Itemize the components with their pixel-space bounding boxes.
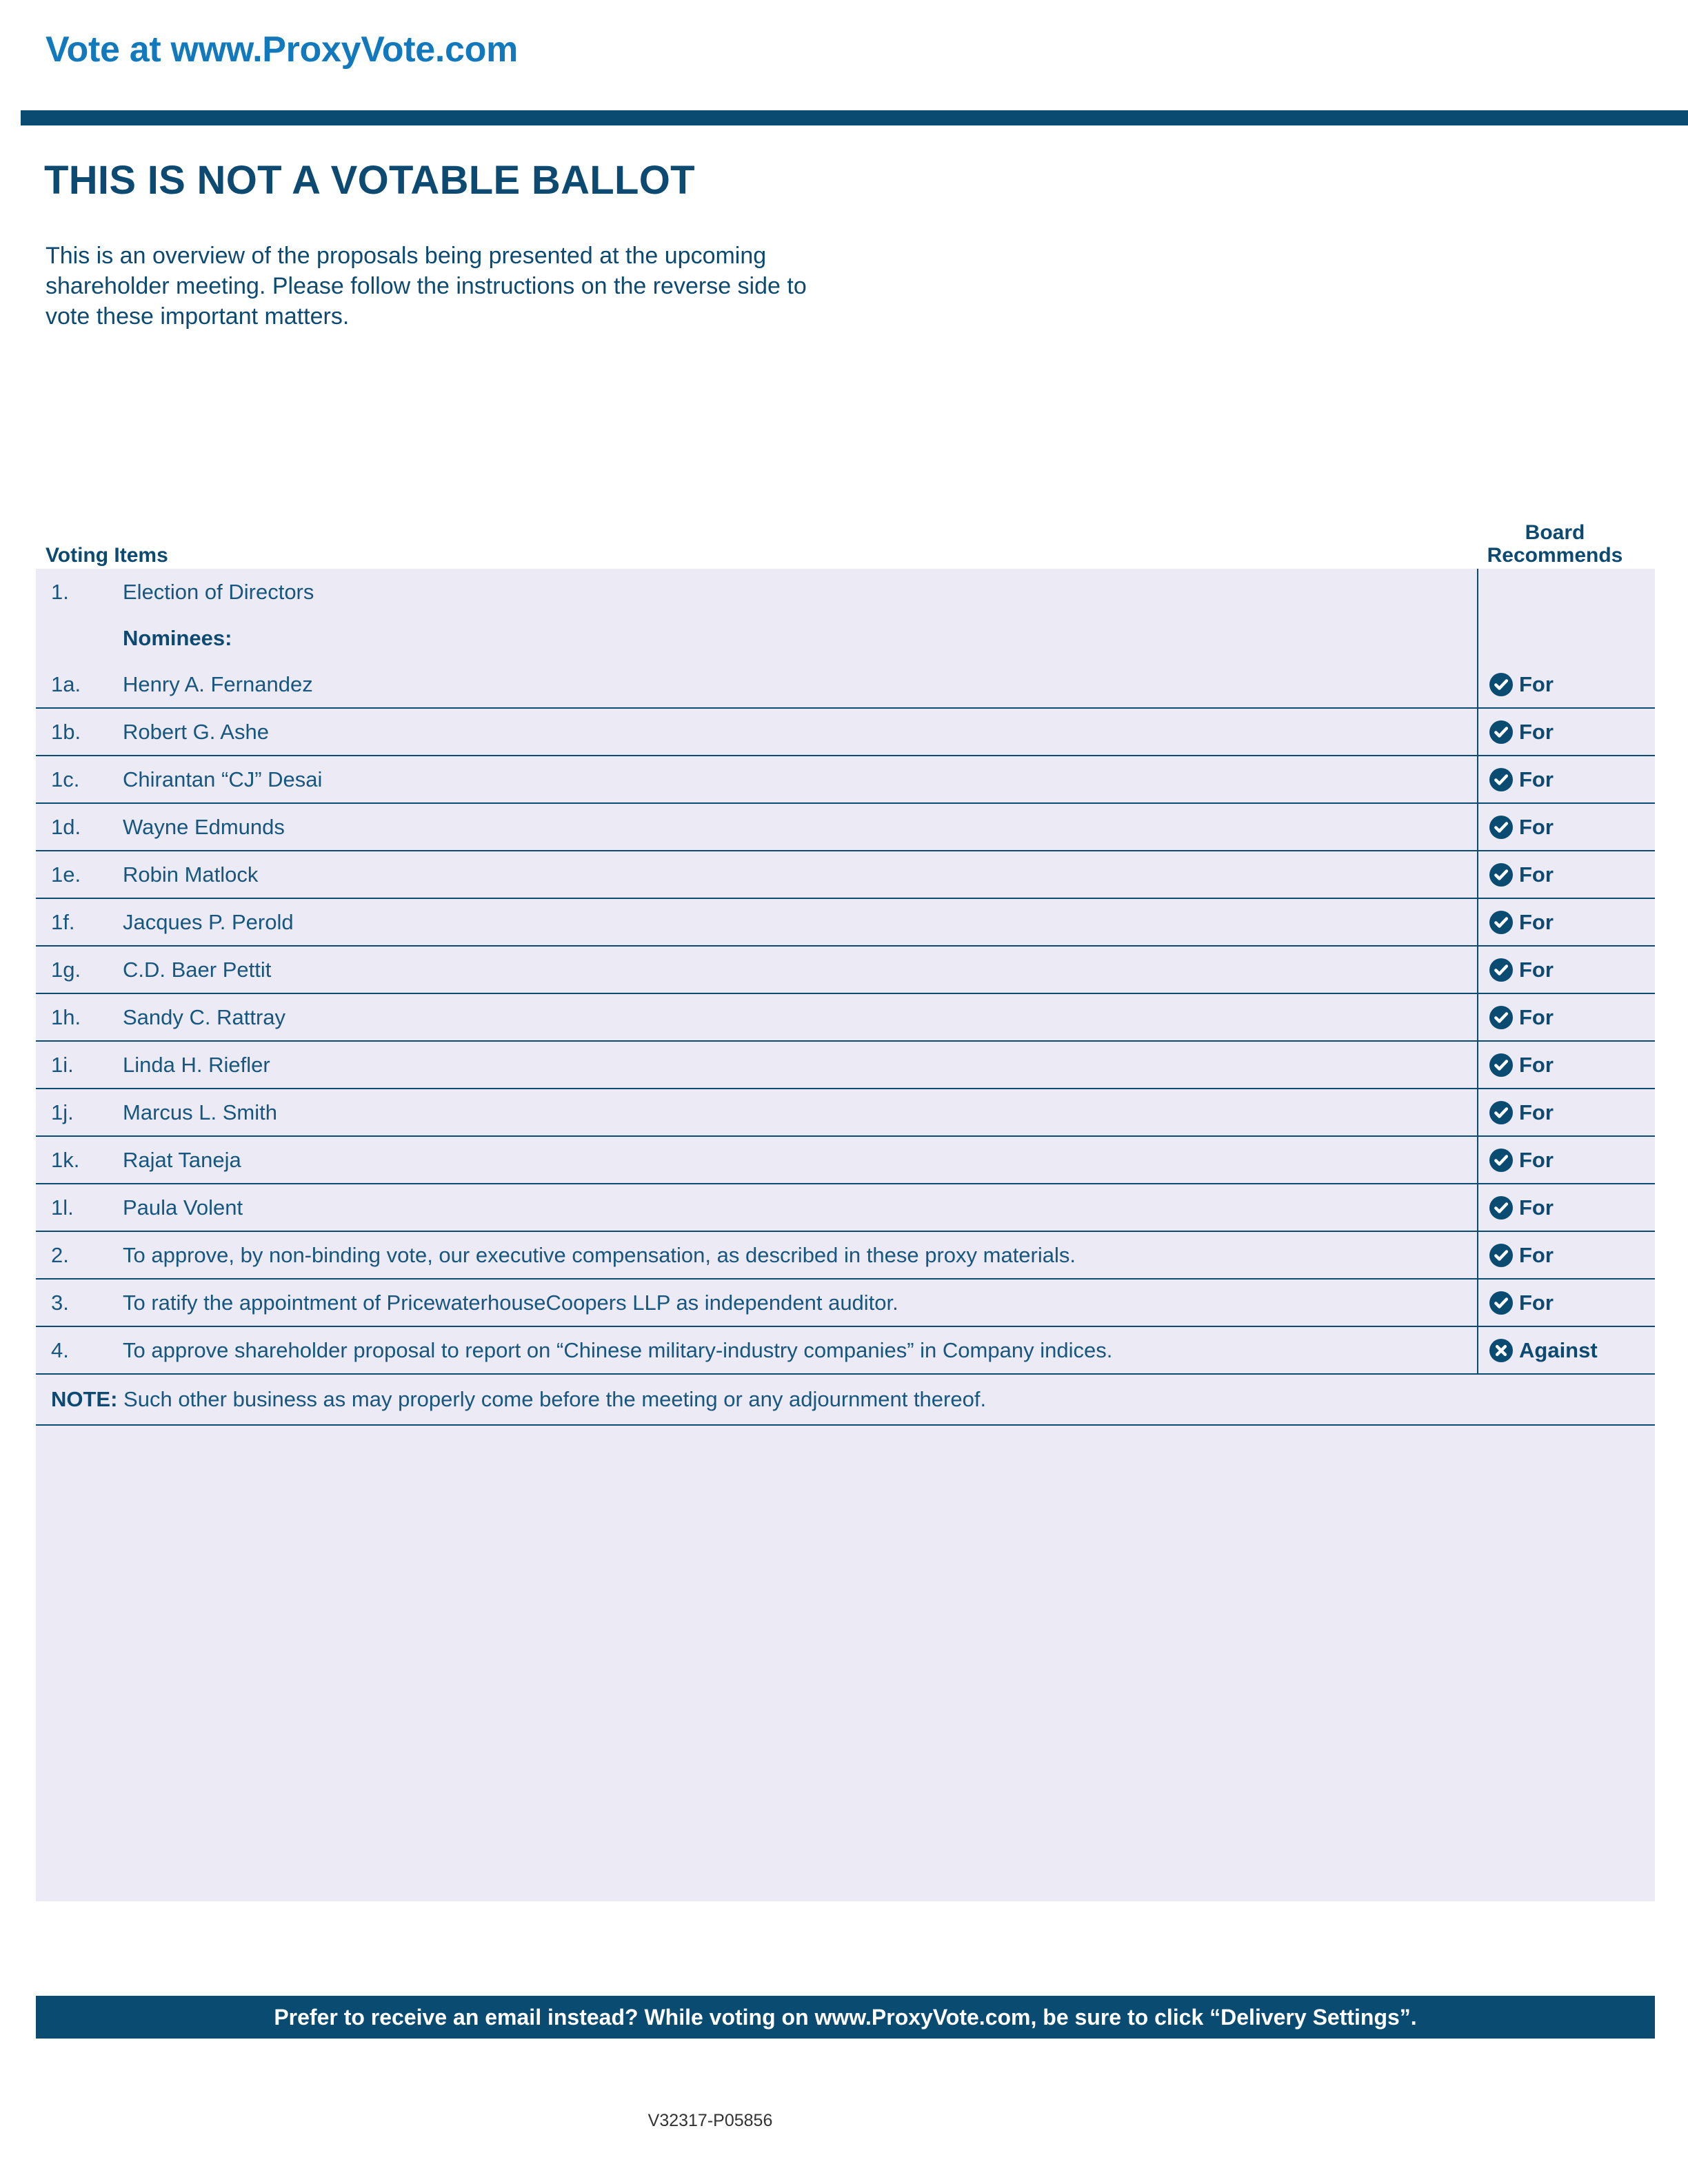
item-text: Election of Directors <box>123 569 1478 616</box>
recommendation-label: For <box>1519 720 1554 744</box>
page-title: THIS IS NOT A VOTABLE BALLOT <box>44 158 695 203</box>
nominee-number: 1g. <box>36 946 123 993</box>
document-control-code: V32317-P05856 <box>647 2111 773 2130</box>
table-row-nominee <box>36 708 1655 756</box>
table-column-headers <box>36 503 1655 569</box>
nominee-number: 1e. <box>36 851 123 898</box>
recommendation-group <box>1489 1339 1655 1362</box>
table-row-item-1 <box>36 569 1655 616</box>
recommendation-group <box>1489 720 1655 744</box>
nominee-name: Linda H. Riefler <box>123 1041 1478 1089</box>
recommendation-group <box>1489 1196 1655 1220</box>
board-recommendation-cell <box>1478 1231 1655 1279</box>
voting-items-table <box>36 569 1655 1901</box>
board-recommendation-cell <box>1478 851 1655 898</box>
nominee-number: 1h. <box>36 993 123 1041</box>
table-row-note <box>36 1374 1655 1425</box>
recommendation-group <box>1489 1244 1655 1267</box>
board-recommendation-cell <box>1478 946 1655 993</box>
recommendation-label: For <box>1519 1100 1554 1124</box>
recommendation-group <box>1489 911 1655 934</box>
table-row-proposal <box>36 1279 1655 1326</box>
board-recommendation-cell <box>1478 661 1655 708</box>
board-recommendation-cell <box>1478 993 1655 1041</box>
column-header-voting-items: Voting Items <box>46 544 168 567</box>
board-recommendation-cell-empty <box>1478 616 1655 661</box>
table-row-nominee <box>36 993 1655 1041</box>
recommendation-label: For <box>1519 1291 1554 1315</box>
proposal-number: 3. <box>36 1279 123 1326</box>
check-circle-icon <box>1489 1244 1513 1267</box>
board-recommends-line2: Recommends <box>1487 544 1623 567</box>
board-recommendation-cell <box>1478 898 1655 946</box>
nominee-name: Robert G. Ashe <box>123 708 1478 756</box>
check-circle-icon <box>1489 673 1513 696</box>
table-row-proposal <box>36 1326 1655 1374</box>
nominee-name: Chirantan “CJ” Desai <box>123 756 1478 803</box>
nominee-name: Marcus L. Smith <box>123 1089 1478 1136</box>
table-row-nominee <box>36 1136 1655 1184</box>
recommendation-group <box>1489 1149 1655 1172</box>
recommendation-label: For <box>1519 910 1554 934</box>
check-circle-icon <box>1489 768 1513 791</box>
board-recommendation-cell-empty <box>1478 569 1655 616</box>
recommendation-label: For <box>1519 1243 1554 1267</box>
nominee-name: Sandy C. Rattray <box>123 993 1478 1041</box>
voting-items-table-body <box>36 569 1655 1901</box>
proposal-text: To ratify the appointment of PricewaterhouseCoopers LLP as independent auditor. <box>123 1279 1478 1326</box>
table-row-nominee <box>36 1041 1655 1089</box>
board-recommendation-cell <box>1478 1326 1655 1374</box>
nominee-name: C.D. Baer Pettit <box>123 946 1478 993</box>
check-circle-icon <box>1489 1101 1513 1124</box>
nominee-name: Wayne Edmunds <box>123 803 1478 851</box>
proxyvote-site-heading: Vote at www.ProxyVote.com <box>46 30 519 70</box>
recommendation-label: For <box>1519 815 1554 839</box>
nominee-number: 1b. <box>36 708 123 756</box>
proposal-text: To approve shareholder proposal to report on “Chinese military-industry companies” in Company indices. <box>123 1326 1478 1374</box>
note-cell <box>36 1374 1655 1425</box>
recommendation-label: For <box>1519 1195 1554 1220</box>
blank-area-cell <box>36 1425 1655 1901</box>
nominee-number: 1i. <box>36 1041 123 1089</box>
recommendation-group <box>1489 1101 1655 1124</box>
nominee-number: 1k. <box>36 1136 123 1184</box>
table-row-nominee <box>36 946 1655 993</box>
table-row-nominee <box>36 803 1655 851</box>
nominees-label: Nominees: <box>123 616 1478 661</box>
recommendation-group <box>1489 1006 1655 1029</box>
board-recommendation-cell <box>1478 1089 1655 1136</box>
board-recommendation-cell <box>1478 1041 1655 1089</box>
recommendation-label: For <box>1519 767 1554 791</box>
nominee-name: Rajat Taneja <box>123 1136 1478 1184</box>
check-circle-icon <box>1489 911 1513 934</box>
item-number: 1. <box>36 569 123 616</box>
recommendation-group <box>1489 1053 1655 1077</box>
intro-paragraph: This is an overview of the proposals being presented at the upcoming shareholder meeting. Please follow the instructions on the reverse side to vote these important matters. <box>46 243 807 330</box>
x-circle-icon <box>1489 1339 1513 1362</box>
check-circle-icon <box>1489 1006 1513 1029</box>
proposal-text: To approve, by non-binding vote, our executive compensation, as described in these proxy materials. <box>123 1231 1478 1279</box>
note-label: NOTE: <box>51 1387 118 1411</box>
nominee-number: 1j. <box>36 1089 123 1136</box>
check-circle-icon <box>1489 1149 1513 1172</box>
spacer-cell <box>36 616 123 661</box>
proposal-number: 4. <box>36 1326 123 1374</box>
recommendation-group <box>1489 673 1655 696</box>
check-circle-icon <box>1489 863 1513 887</box>
nominee-name: Robin Matlock <box>123 851 1478 898</box>
nominee-number: 1a. <box>36 661 123 708</box>
recommendation-group <box>1489 958 1655 982</box>
recommendation-group <box>1489 768 1655 791</box>
nominee-number: 1f. <box>36 898 123 946</box>
recommendation-group <box>1489 816 1655 839</box>
check-circle-icon <box>1489 958 1513 982</box>
board-recommendation-cell <box>1478 803 1655 851</box>
board-recommends-line1: Board <box>1525 520 1585 544</box>
recommendation-label: For <box>1519 1005 1554 1029</box>
delivery-settings-footer-bar <box>36 1996 1655 2039</box>
check-circle-icon <box>1489 1291 1513 1315</box>
table-row-blank-area <box>36 1425 1655 1901</box>
recommendation-group <box>1489 863 1655 887</box>
check-circle-icon <box>1489 1196 1513 1220</box>
recommendation-label: For <box>1519 672 1554 696</box>
board-recommendation-cell <box>1478 756 1655 803</box>
nominee-name: Paula Volent <box>123 1184 1478 1231</box>
board-recommendation-cell <box>1478 1136 1655 1184</box>
table-row-nominee <box>36 661 1655 708</box>
footer-bar-text: Prefer to receive an email instead? While voting on www.ProxyVote.com, be sure to click “Delivery Settings”. <box>274 2004 1417 2030</box>
check-circle-icon <box>1489 816 1513 839</box>
nominee-number: 1l. <box>36 1184 123 1231</box>
recommendation-label: For <box>1519 1053 1554 1077</box>
nominee-number: 1c. <box>36 756 123 803</box>
table-row-nominee <box>36 1089 1655 1136</box>
column-header-board-recommends <box>1456 521 1654 567</box>
check-circle-icon <box>1489 1053 1513 1077</box>
note-text: Such other business as may properly come before the meeting or any adjournment thereof. <box>117 1387 987 1411</box>
board-recommendation-cell <box>1478 1279 1655 1326</box>
board-recommendation-cell <box>1478 1184 1655 1231</box>
voting-items-table-wrap <box>36 503 1655 1901</box>
table-row-proposal <box>36 1231 1655 1279</box>
recommendation-group <box>1489 1291 1655 1315</box>
recommendation-label: For <box>1519 1148 1554 1172</box>
proposal-number: 2. <box>36 1231 123 1279</box>
board-recommendation-cell <box>1478 708 1655 756</box>
table-row-nominees-label <box>36 616 1655 661</box>
table-row-nominee <box>36 1184 1655 1231</box>
table-row-nominee <box>36 898 1655 946</box>
nominee-name: Jacques P. Perold <box>123 898 1478 946</box>
table-row-nominee <box>36 756 1655 803</box>
header-rule-bar <box>21 110 1688 125</box>
recommendation-label: For <box>1519 958 1554 982</box>
recommendation-label: Against <box>1519 1338 1598 1362</box>
recommendation-label: For <box>1519 862 1554 887</box>
table-row-nominee <box>36 851 1655 898</box>
nominee-number: 1d. <box>36 803 123 851</box>
check-circle-icon <box>1489 720 1513 744</box>
nominee-name: Henry A. Fernandez <box>123 661 1478 708</box>
